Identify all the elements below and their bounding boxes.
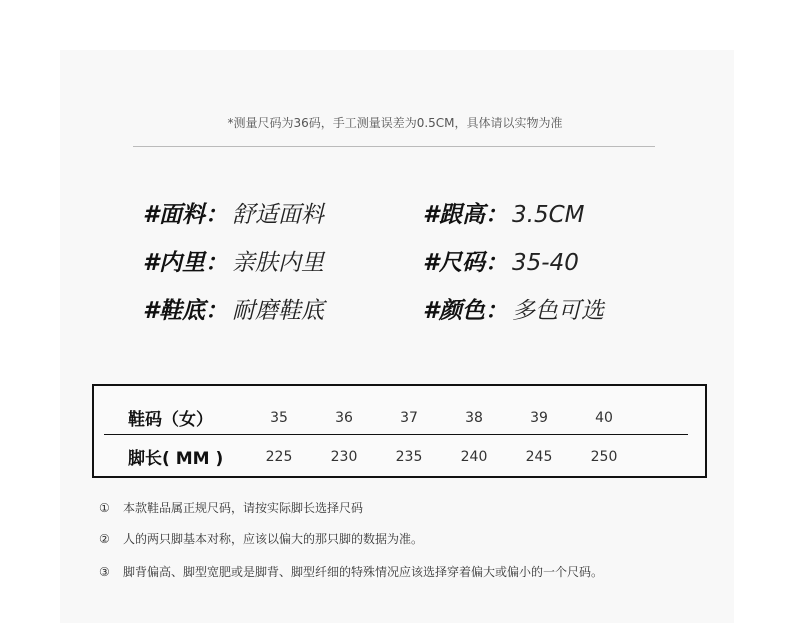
tip-number: ①: [99, 501, 110, 515]
tip-text: 人的两只脚基本对称，应该以偏大的那只脚的数据为准。: [123, 532, 424, 546]
attr-size-key: #尺码：: [423, 250, 509, 276]
attr-sole-key: #鞋底：: [143, 298, 229, 324]
foot-length-cell: 230: [330, 449, 358, 465]
foot-length-cell: 250: [590, 449, 618, 465]
tip-number: ③: [99, 565, 110, 579]
shoe-size-cell: 35: [270, 410, 288, 426]
attr-heel-key: #跟高：: [423, 202, 509, 228]
attr-fabric: [143, 200, 324, 230]
attr-size-value: 35-40: [512, 250, 579, 276]
shoe-size-label: 鞋码（女）: [128, 410, 213, 430]
tip-item: [99, 499, 363, 516]
shoe-size-cell: 38: [465, 410, 483, 426]
attr-color-value: 多色可选: [512, 298, 605, 324]
foot-length-cell: 240: [460, 449, 488, 465]
tip-item: [99, 530, 423, 547]
foot-length-cell: 225: [265, 449, 293, 465]
attr-sole: [143, 296, 324, 326]
foot-length-label: 脚长( MM ): [128, 449, 224, 469]
shoe-size-cell: 39: [530, 410, 548, 426]
shoe-size-cell: 37: [400, 410, 418, 426]
tip-text: 本款鞋品属正规尺码，请按实际脚长选择尺码: [123, 501, 364, 515]
divider: [133, 146, 655, 147]
foot-length-cell: 245: [525, 449, 553, 465]
tip-number: ②: [99, 532, 110, 546]
attr-size: [423, 248, 579, 278]
shoe-size-cell: 36: [335, 410, 353, 426]
foot-length-cell: 235: [395, 449, 423, 465]
attr-lining-value: 亲肤内里: [232, 250, 325, 276]
attr-sole-value: 耐磨鞋底: [232, 298, 325, 324]
attr-heel: [423, 200, 585, 230]
attr-color-key: #颜色：: [423, 298, 509, 324]
attr-lining-key: #内里：: [143, 250, 229, 276]
shoe-size-cell: 40: [595, 410, 613, 426]
tip-item: [99, 563, 603, 580]
attr-fabric-value: 舒适面料: [232, 202, 325, 228]
measurement-note: *测量尺码为36码，手工测量误差为0.5CM，具体请以实物为准: [227, 116, 563, 130]
attr-color: [423, 296, 604, 326]
attr-lining: [143, 248, 324, 278]
tip-text: 脚背偏高、脚型宽肥或是脚背、脚型纤细的特殊情况应该选择穿着偏大或偏小的一个尺码。: [123, 565, 604, 579]
attr-fabric-key: #面料：: [143, 202, 229, 228]
table-divider: [104, 434, 688, 435]
attr-heel-value: 3.5CM: [512, 202, 585, 228]
